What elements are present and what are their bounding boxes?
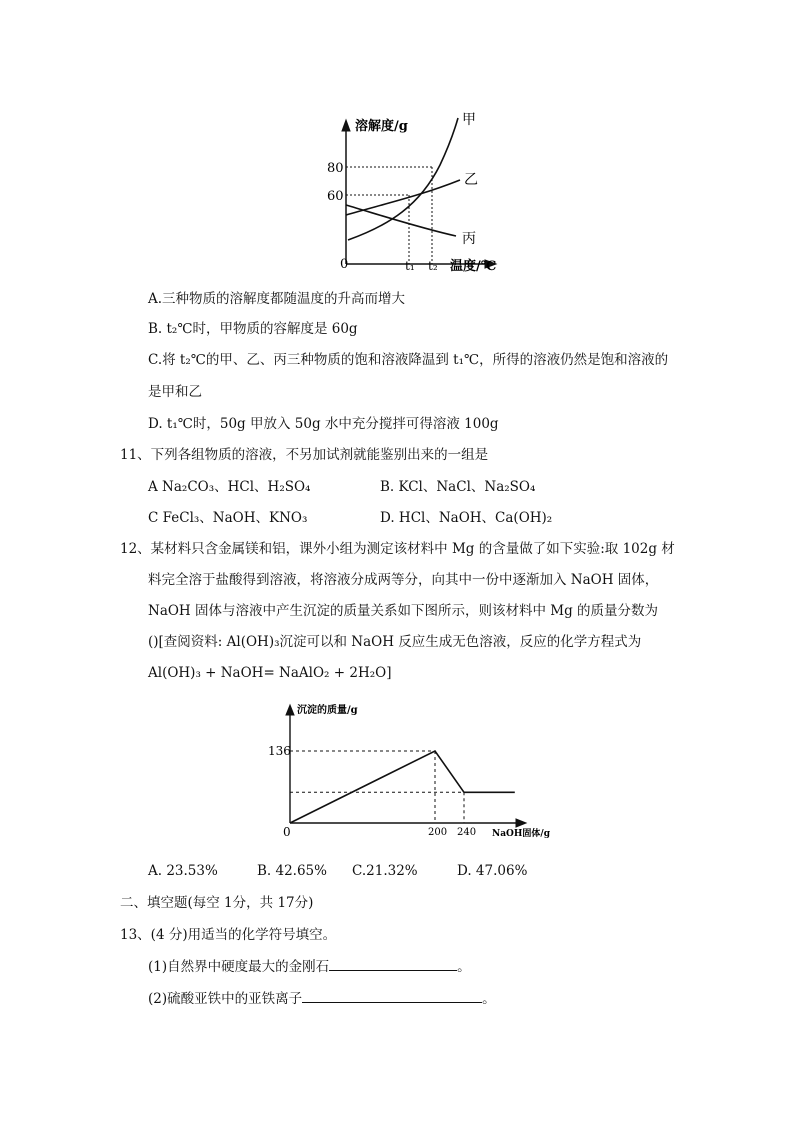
q11-stem: 11、下列各组物质的溶液，不另加试剂就能鉴别出来的一组是 [120, 447, 489, 463]
precip-ylabel: 沉淀的质量/g [297, 705, 358, 716]
q13-answer-blank-1[interactable] [329, 958, 457, 971]
solubility-xtick-t1: t₁ [405, 259, 415, 273]
q12-option-b: B. 42.65% [257, 863, 327, 879]
section-2-heading: 二、填空题(每空 1分，共 17分) [120, 895, 314, 911]
q11-option-c: C FeCl₃、NaOH、KNO₃ [148, 510, 308, 526]
q13-part-1-end: 。 [457, 959, 471, 975]
precipitate-chart [0, 690, 794, 850]
q10-option-b: B. t₂℃时，甲物质的容解度是 60g [148, 321, 358, 337]
precip-origin: 0 [283, 825, 291, 839]
q11-option-b: B. KCl、NaCl、Na₂SO₄ [380, 479, 536, 495]
q11-option-d: D. HCl、NaOH、Ca(OH)₂ [380, 510, 553, 526]
precip-xtick-240: 240 [457, 827, 477, 838]
q10-option-c-line2: 是甲和乙 [148, 384, 202, 400]
q11-option-a: A Na₂CO₃、HCl、H₂SO₄ [148, 479, 311, 495]
solubility-chart [0, 100, 794, 390]
q13-part-1-text: (1)自然界中硬度最大的金刚石 [148, 959, 330, 975]
q10-option-d: D. t₁℃时，50g 甲放入 50g 水中充分搅拌可得溶液 100g [148, 416, 499, 432]
q13-part-2-end: 。 [482, 991, 496, 1007]
solubility-origin: 0 [340, 257, 349, 272]
q12-stem-line5: Al(OH)₃ + NaOH= NaAlO₂ + 2H₂O] [148, 665, 392, 681]
solubility-y-arrow [342, 120, 350, 131]
series-label-yi: 乙 [464, 172, 478, 188]
solubility-ytick-80: 80 [327, 161, 344, 176]
precip-y-arrow [286, 705, 294, 715]
q13-stem: 13、(4 分)用适当的化学符号填空。 [120, 927, 337, 943]
precip-xtick-200: 200 [428, 827, 448, 838]
precip-xlabel: NaOH固体/g [492, 829, 550, 839]
solubility-ytick-60: 60 [327, 189, 344, 204]
q12-stem-line1: 12、某材料只含金属镁和铝，课外小组为测定该材料中 Mg 的含量做了如下实验:取 102g 材 [120, 541, 675, 557]
q12-option-a: A. 23.53% [148, 863, 218, 879]
solubility-ylabel: 溶解度/g [355, 119, 408, 134]
q12-option-d: D. 47.06% [457, 863, 528, 879]
series-label-bing: 丙 [462, 231, 476, 247]
solubility-xtick-t2: t₂ [428, 259, 438, 273]
curve-bing [346, 205, 456, 236]
q12-stem-line3: NaOH 固体与溶液中产生沉淀的质量关系如下图所示，则该材料中 Mg 的质量分数为 [148, 603, 659, 619]
q12-option-c: C.21.32% [352, 863, 418, 879]
series-label-jia: 甲 [462, 112, 476, 128]
q13-part-2-text: (2)硫酸亚铁中的亚铁离子 [148, 991, 303, 1007]
q10-option-a: A.三种物质的溶解度都随温度的升高而增大 [148, 291, 406, 307]
precipitate-line [290, 751, 515, 823]
q13-answer-blank-2[interactable] [302, 990, 482, 1003]
q13-part-2 [148, 990, 496, 1008]
q12-stem-line2: 料完全溶于盐酸得到溶液，将溶液分成两等分，向其中一份中逐渐加入 NaOH 固体， [148, 572, 659, 588]
q10-option-c-line1: C.将 t₂℃的甲、乙、丙三种物质的饱和溶液降温到 t₁℃，所得的溶液仍然是饱和溶液的 [148, 352, 669, 368]
q12-stem-line4: ()[查阅资料: Al(OH)₃沉淀可以和 NaOH 反应生成无色溶液，反应的化学方程式为 [148, 634, 642, 650]
q13-part-1 [148, 958, 471, 976]
precip-ytick-136: 136 [268, 744, 291, 758]
solubility-xlabel: 温度/℃ [450, 259, 497, 274]
precip-x-arrow [516, 819, 526, 827]
